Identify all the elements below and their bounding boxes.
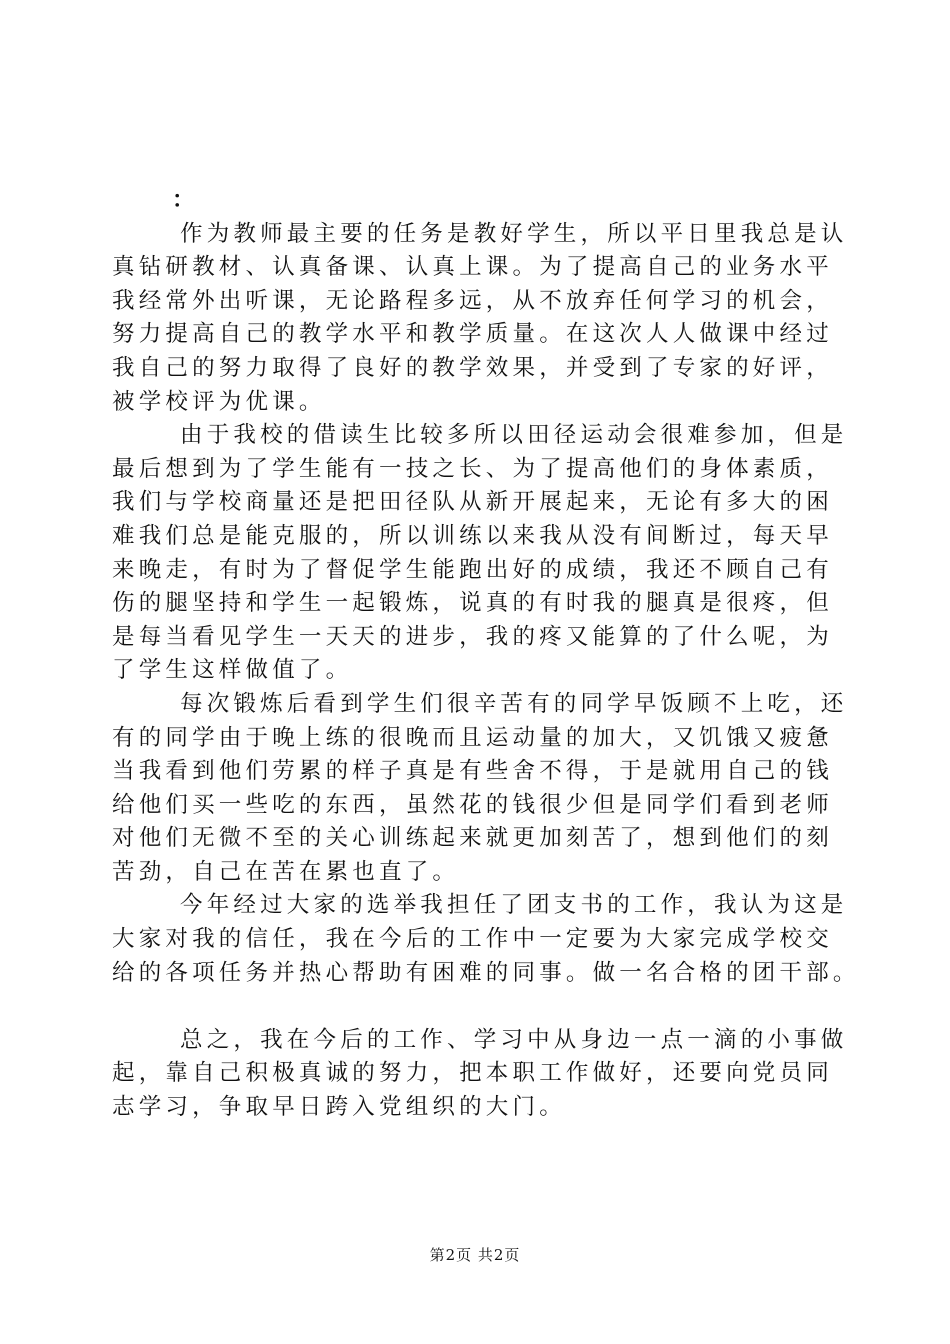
- paragraph-3-line-1: 每次锻炼后看到学生们很辛苦有的同学早饭顾不上吃，还: [180, 690, 848, 717]
- paragraph-1-line-5: 我自己的努力取得了良好的教学效果，并受到了专家的好评，: [112, 354, 833, 381]
- paragraph-1-line-3: 我经常外出听课，无论路程多远，从不放弃任何学习的机会，: [112, 287, 833, 314]
- paragraph-2-line-3: 我们与学校商量还是把田径队从新开展起来，无论有多大的困: [112, 489, 833, 516]
- paragraph-3-line-4: 给他们买一些吃的东西，虽然花的钱很少但是同学们看到老师: [112, 791, 833, 818]
- heading-colon: ：: [172, 187, 199, 213]
- paragraph-4-line-3: 给的各项任务并热心帮助有困难的同事。做一名合格的团干部。: [112, 959, 860, 986]
- paragraph-3-line-5: 对他们无微不至的关心训练起来就更加刻苦了，想到他们的刻: [112, 825, 833, 852]
- paragraph-2-line-5: 来晚走，有时为了督促学生能跑出好的成绩，我还不顾自己有: [112, 556, 833, 583]
- paragraph-2-line-4: 难我们总是能克服的，所以训练以来我从没有间断过，每天早: [112, 522, 833, 549]
- paragraph-3-line-6: 苦劲，自己在苦在累也直了。: [112, 858, 460, 885]
- paragraph-spacer: [112, 990, 860, 1024]
- paragraph-1-line-1: 作为教师最主要的任务是教好学生，所以平日里我总是认: [180, 220, 848, 247]
- paragraph-2-line-2: 最后想到为了学生能有一技之长、为了提高他们的身体素质，: [112, 455, 833, 482]
- paragraph-3-line-2: 有的同学由于晚上练的很晚而且运动量的加大，又饥饿又疲惫: [112, 724, 833, 751]
- paragraph-2-line-1: 由于我校的借读生比较多所以田径运动会很难参加，但是: [180, 422, 848, 449]
- page-number-footer: 第2页 共2页: [429, 1246, 521, 1264]
- document-body: [112, 184, 860, 1125]
- paragraph-1-line-2: 真钻研教材、认真备课、认真上课。为了提高自己的业务水平: [112, 254, 833, 281]
- paragraph-4-line-1: 今年经过大家的选举我担任了团支书的工作，我认为这是: [180, 892, 848, 919]
- paragraph-2-line-7: 是每当看见学生一天天的进步，我的疼又能算的了什么呢，为: [112, 623, 833, 650]
- paragraph-2-line-8: 了学生这样做值了。: [112, 657, 353, 684]
- paragraph-4-line-2: 大家对我的信任，我在今后的工作中一定要为大家完成学校交: [112, 926, 833, 953]
- paragraph-5-line-3: 志学习，争取早日跨入党组织的大门。: [112, 1094, 566, 1121]
- paragraph-1-line-4: 努力提高自己的教学水平和教学质量。在这次人人做课中经过: [112, 321, 833, 348]
- paragraph-5-line-1: 总之，我在今后的工作、学习中从身边一点一滴的小事做: [180, 1026, 848, 1053]
- paragraph-3-line-3: 当我看到他们劳累的样子真是有些舍不得，于是就用自己的钱: [112, 758, 833, 785]
- paragraph-5-line-2: 起，靠自己积极真诚的努力，把本职工作做好，还要向党员同: [112, 1060, 833, 1087]
- paragraph-2-line-6: 伤的腿坚持和学生一起锻炼，说真的有时我的腿真是很疼，但: [112, 590, 833, 617]
- paragraph-1-line-6: 被学校评为优课。: [112, 388, 326, 415]
